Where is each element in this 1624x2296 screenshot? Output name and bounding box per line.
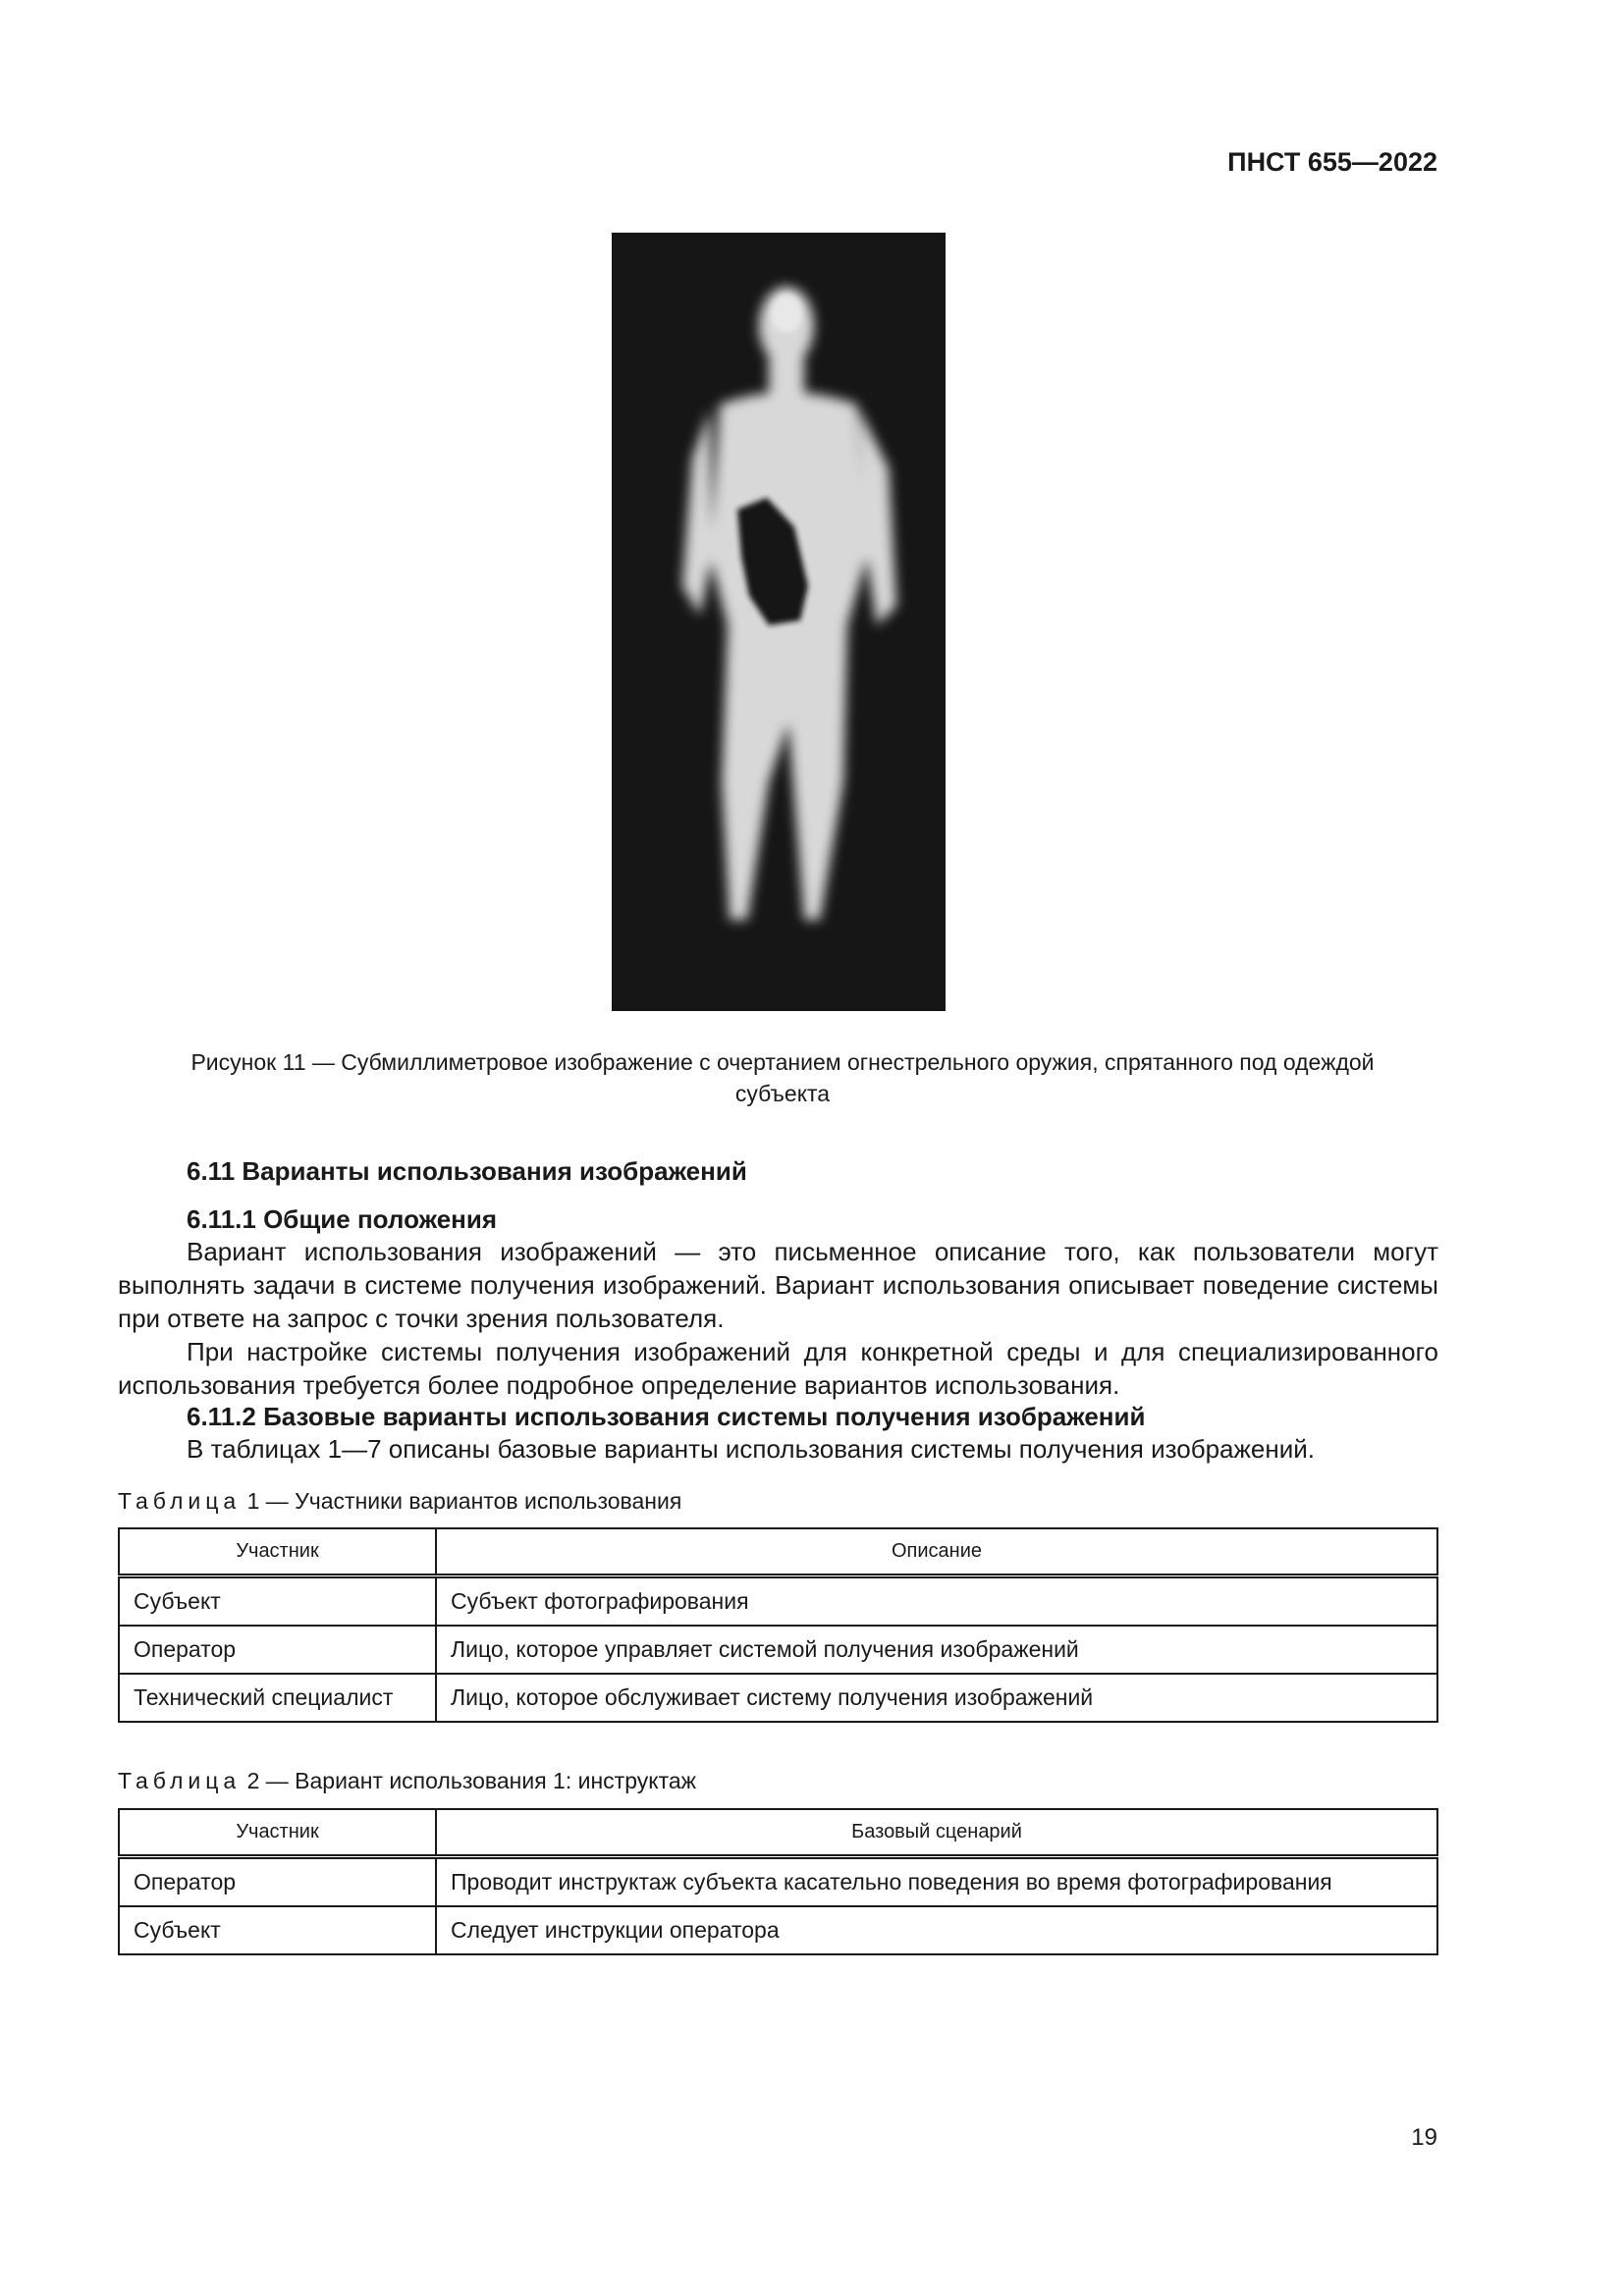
table-cell: Лицо, которое управляет системой получения изображений <box>436 1626 1437 1674</box>
table-header-row <box>119 1809 1437 1857</box>
figure-caption-line-2: субъекта <box>734 1081 831 1106</box>
section-6-11-2-body <box>118 1432 1438 1466</box>
table-header-row <box>119 1528 1437 1576</box>
table-1-title <box>118 1488 681 1515</box>
section-6-11-heading: 6.11 Варианты использования изображений <box>187 1156 747 1186</box>
table-cell: Субъект <box>119 1906 436 1954</box>
figure-caption-line-1: Рисунок 11 — Субмиллиметровое изображение с очертанием огнестрельного оружия, спрятанного под одеждой <box>190 1049 1375 1075</box>
table-cell: Оператор <box>119 1857 436 1907</box>
table-cell: Технический специалист <box>119 1674 436 1722</box>
section-6-11-1-paragraph-2: При настройке системы получения изображений для конкретной среды и для специализированного использования требуется более подробное определение вариантов использования. <box>118 1337 1438 1400</box>
section-6-11-2-paragraph-1: В таблицах 1—7 описаны базовые варианты использования системы получения изображений. <box>187 1434 1315 1464</box>
page-number: 19 <box>1411 2124 1437 2151</box>
table-row <box>119 1576 1437 1627</box>
table-cell: Субъект фотографирования <box>436 1576 1437 1627</box>
table-header-cell: Базовый сценарий <box>436 1809 1437 1857</box>
section-6-11-2-heading: 6.11.2 Базовые варианты использования системы получения изображений <box>187 1402 1146 1431</box>
table-row <box>119 1906 1437 1954</box>
table-row <box>119 1857 1437 1907</box>
table-cell: Следует инструкции оператора <box>436 1906 1437 1954</box>
section-6-11-1-body <box>118 1235 1438 1402</box>
table-row <box>119 1674 1437 1722</box>
table-2 <box>118 1808 1438 1955</box>
table-2-title <box>118 1768 696 1794</box>
table-2-title-prefix: Таблица <box>118 1768 242 1793</box>
table-1-title-prefix: Таблица <box>118 1488 242 1514</box>
table-1-title-text: 1 — Участники вариантов использования <box>246 1488 682 1514</box>
submillimeter-body-scan-image <box>612 233 946 1011</box>
table-row <box>119 1626 1437 1674</box>
table-2-title-text: 2 — Вариант использования 1: инструктаж <box>246 1768 697 1793</box>
table-cell: Оператор <box>119 1626 436 1674</box>
table-1 <box>118 1527 1438 1723</box>
table-header-cell: Участник <box>119 1528 436 1576</box>
table-header-cell: Описание <box>436 1528 1437 1576</box>
table-cell: Субъект <box>119 1576 436 1627</box>
section-6-11-1-paragraph-1: Вариант использования изображений — это письменное описание того, как пользователи могут выполнять задачи в системе получения изображений. Вариант использования описывает поведение системы при ответе на запрос с точки зрения пользователя. <box>118 1237 1438 1333</box>
section-6-11-1-heading: 6.11.1 Общие положения <box>187 1204 498 1234</box>
table-cell: Проводит инструктаж субъекта касательно поведения во время фотографирования <box>436 1857 1437 1907</box>
figure-caption <box>118 1046 1447 1109</box>
table-cell: Лицо, которое обслуживает систему получения изображений <box>436 1674 1437 1722</box>
document-code: ПНСТ 655—2022 <box>1227 147 1437 177</box>
table-header-cell: Участник <box>119 1809 436 1857</box>
